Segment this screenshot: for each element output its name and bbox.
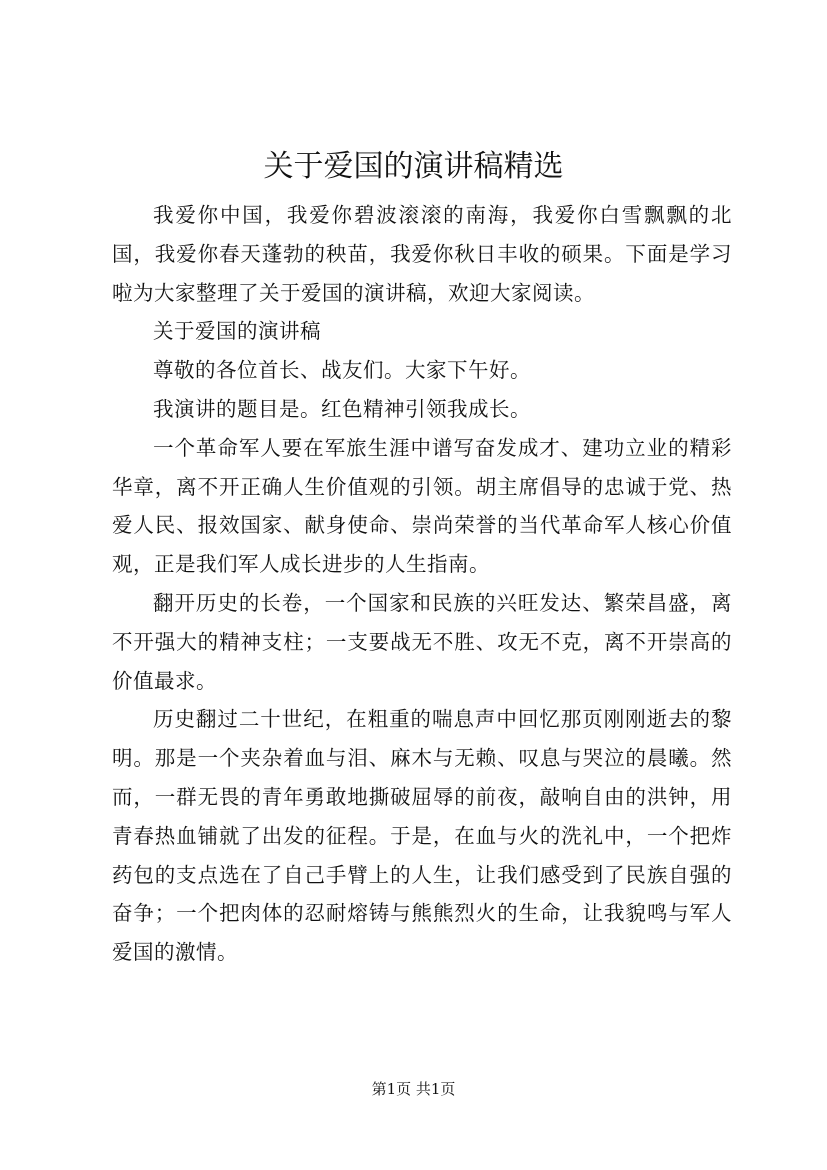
- paragraph-greeting: 尊敬的各位首长、战友们。大家下午好。: [153, 358, 531, 383]
- paragraph-subtitle: 关于爱国的演讲稿: [153, 319, 321, 344]
- paragraph-history: 翻开历史的长卷，一个国家和民族的兴旺发达、繁荣昌盛，离不开强大的精神支柱；一支要战无不胜、攻无不克，离不开崇高的价值最求。: [112, 590, 732, 693]
- paragraph-topic: 我演讲的题目是。红色精神引领我成长。: [153, 396, 531, 421]
- page-footer: 第1页 共1页: [371, 1080, 456, 1098]
- paragraph-century: 历史翻过二十世纪，在粗重的喘息声中回忆那页刚刚逝去的黎明。那是一个夹杂着血与泪、麻木与无赖、叹息与哭泣的晨曦。然而，一群无畏的青年勇敢地撕破屈辱的前夜，敲响自由的洪钟，用青春热血铺就了出发的征程。于是，在血与火的洗礼中，一个把炸药包的支点选在了自己手臂上的人生，让我们感受到了民族自强的奋争；一个把肉体的忍耐熔铸与熊熊烈火的生命，让我貌鸣与军人爱国的激情。: [112, 707, 732, 965]
- document-title: 关于爱国的演讲稿精选: [263, 149, 564, 184]
- document-body: [112, 196, 732, 972]
- paragraph-values: 一个革命军人要在军旅生涯中谱写奋发成才、建功立业的精彩华章，离不开正确人生价值观的引领。胡主席倡导的忠诚于党、热爱人民、报效国家、献身使命、崇尚荣誉的当代革命军人核心价值观，正是我们军人成长进步的人生指南。: [112, 435, 732, 577]
- paragraph-intro: 我爱你中国，我爱你碧波滚滚的南海，我爱你白雪飘飘的北国，我爱你春天蓬勃的秧苗，我爱你秋日丰收的硕果。下面是学习啦为大家整理了关于爱国的演讲稿，欢迎大家阅读。: [112, 203, 732, 305]
